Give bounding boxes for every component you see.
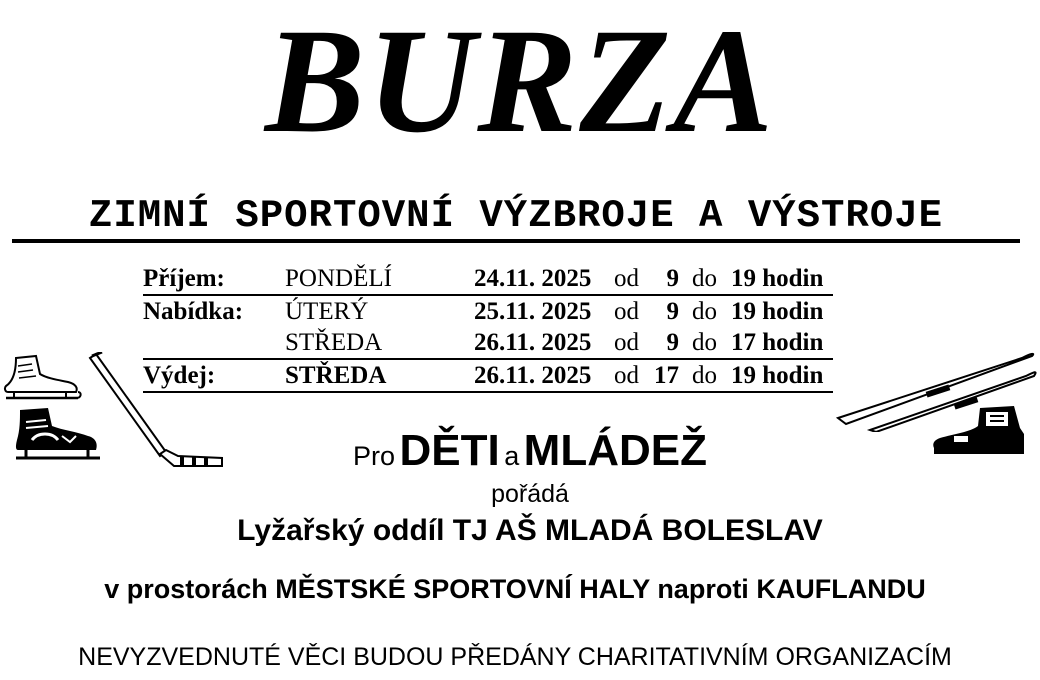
poster-title: BURZA — [264, 0, 776, 164]
schedule-day: STŘEDA — [285, 362, 387, 389]
schedule-to: 17 hodin — [731, 329, 824, 356]
schedule-date: 26.11. 2025 — [474, 362, 592, 389]
organizer-name: Lyžařský oddíl TJ AŠ MLADÁ BOLESLAV — [237, 514, 823, 547]
schedule-od: od — [614, 362, 639, 389]
schedule-row-offer — [143, 296, 833, 327]
schedule-od: od — [614, 329, 639, 356]
audience-and: a — [504, 441, 520, 471]
schedule-row-offer-2 — [143, 327, 833, 360]
schedule-to: 19 hodin — [731, 265, 824, 292]
schedule-to: 19 hodin — [731, 362, 824, 389]
schedule-label: Výdej: — [143, 362, 216, 389]
schedule-from: 9 — [666, 265, 679, 292]
schedule-date: 25.11. 2025 — [474, 298, 592, 325]
schedule-from: 9 — [666, 329, 679, 356]
audience-youth: MLÁDEŽ — [523, 426, 707, 475]
schedule-day: STŘEDA — [285, 329, 383, 356]
schedule-day: ÚTERÝ — [285, 298, 369, 325]
schedule-label: Nabídka: — [143, 298, 244, 325]
schedule-date: 24.11. 2025 — [474, 265, 592, 292]
schedule-date: 26.11. 2025 — [474, 329, 592, 356]
schedule-from: 9 — [666, 298, 679, 325]
organizes-label: pořádá — [491, 480, 569, 508]
schedule-od: od — [614, 265, 639, 292]
schedule-do: do — [692, 298, 717, 325]
figure-skate-icon — [2, 352, 82, 404]
schedule-od: od — [614, 298, 639, 325]
schedule-to: 19 hodin — [731, 298, 824, 325]
schedule-day: PONDĚLÍ — [285, 265, 392, 292]
schedule-do: do — [692, 362, 717, 389]
audience-kids: DĚTI — [399, 426, 500, 475]
schedule-table — [143, 263, 833, 393]
schedule-row-intake — [143, 263, 833, 296]
poster-subtitle: ZIMNÍ SPORTOVNÍ VÝZBROJE A VÝSTROJE — [12, 193, 1020, 243]
audience-pro: Pro — [353, 441, 396, 471]
schedule-from: 17 — [654, 362, 679, 389]
schedule-row-pickup — [143, 360, 833, 393]
charity-note: NEVYZVEDNUTÉ VĚCI BUDOU PŘEDÁNY CHARITATIVNÍM ORGANIZACÍM — [78, 643, 952, 671]
audience-line — [0, 426, 1040, 476]
event-location: v prostorách MĚSTSKÉ SPORTOVNÍ HALY naproti KAUFLANDU — [104, 574, 926, 604]
schedule-do: do — [692, 329, 717, 356]
schedule-do: do — [692, 265, 717, 292]
schedule-label: Příjem: — [143, 265, 225, 292]
